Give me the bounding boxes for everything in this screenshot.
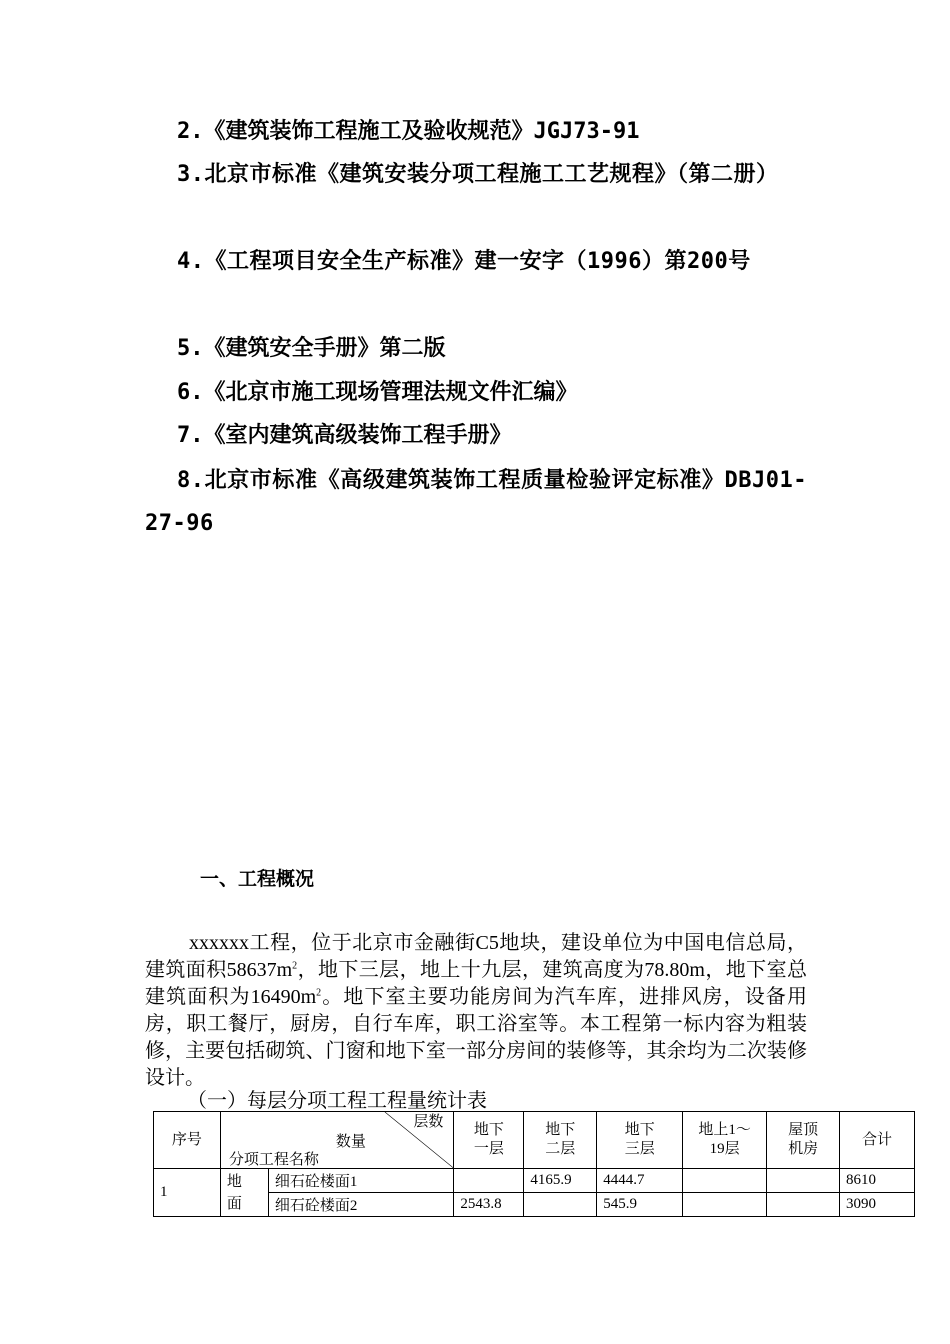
cell-above (683, 1193, 767, 1217)
cell-b1 (454, 1169, 524, 1193)
cell-above (683, 1169, 767, 1193)
cell-total: 3090 (840, 1193, 915, 1217)
row-no: 1 (154, 1169, 221, 1217)
header-diagonal-cell (220, 1112, 453, 1169)
reference-item: 5.《建筑安全手册》第二版 (177, 336, 446, 361)
header-diag-mid: 数量 (335, 1134, 366, 1150)
quantity-table (153, 1111, 915, 1217)
cell-b2: 4165.9 (524, 1169, 597, 1193)
row-category: 地面 (220, 1169, 268, 1217)
header-total: 合计 (840, 1112, 915, 1169)
reference-item: 7.《室内建筑高级装饰工程手册》 (177, 423, 512, 448)
cell-b3: 545.9 (597, 1193, 683, 1217)
cell-roof (767, 1169, 840, 1193)
row-item-name: 细石砼楼面2 (268, 1193, 454, 1217)
cell-total: 8610 (840, 1169, 915, 1193)
section-heading: 一、工程概况 (200, 868, 315, 890)
reference-item: 4.《工程项目安全生产标准》建一安字（1996）第200号 (177, 249, 751, 274)
table-row (154, 1193, 915, 1217)
cell-b1: 2543.8 (454, 1193, 524, 1217)
overview-paragraph: xxxxxx工程，位于北京市金融街C5地块，建设单位为中国电信总局，建筑面积$58637m^2$，地下三层，地上十九层，建筑高度为78.80m，地下室总建筑面积为$16490m^2$。地下室主要功能房间为汽车库，进排风房，设备用房，职工餐厅，厨房，自行车库，职工浴室等。本工程第一标内容为粗装修，主要包括砌筑、门窗和地下室一部分房间的装修等，其余均为二次装修设计。 (145, 932, 807, 1089)
header-no: 序号 (154, 1112, 221, 1169)
header-b2: 地下二层 (524, 1112, 597, 1169)
header-b3: 地下三层 (597, 1112, 683, 1169)
reference-item: 2.《建筑装饰工程施工及验收规范》JGJ73-91 (177, 119, 640, 144)
row-item-name: 细石砼楼面1 (268, 1169, 454, 1193)
reference-item: 6.《北京市施工现场管理法规文件汇编》 (177, 380, 578, 405)
cell-b2 (524, 1193, 597, 1217)
table-row (154, 1169, 915, 1193)
cell-b3: 4444.7 (597, 1169, 683, 1193)
table-caption: （一）每层分项工程工程量统计表 (187, 1090, 487, 1112)
reference-item: 8.北京市标准《高级建筑装饰工程质量检验评定标准》DBJ01-27-96 (145, 468, 807, 536)
table-header-row (154, 1112, 915, 1169)
header-b1: 地下一层 (454, 1112, 524, 1169)
header-roof: 屋顶机房 (767, 1112, 840, 1169)
header-diag-top: 层数 (413, 1114, 444, 1130)
cell-roof (767, 1193, 840, 1217)
reference-item: 3.北京市标准《建筑安装分项工程施工工艺规程》（第二册） (177, 162, 779, 187)
header-diag-bottom: 分项工程名称 (228, 1152, 319, 1168)
header-above: 地上1～19层 (683, 1112, 767, 1169)
